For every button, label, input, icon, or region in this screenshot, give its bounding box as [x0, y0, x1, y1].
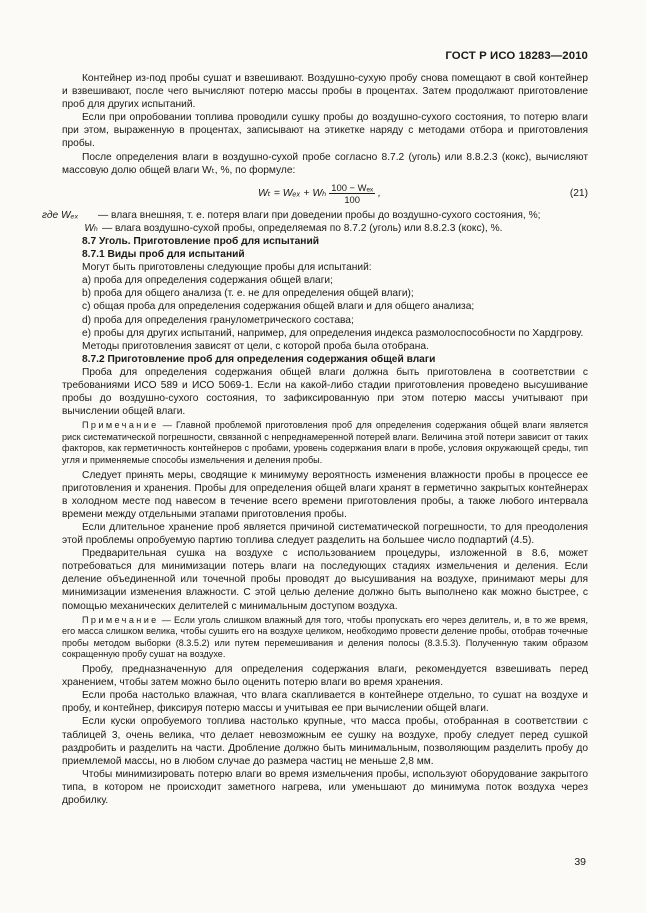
- list-item: b) проба для общего анализа (т. е. не для определения общей влаги);: [82, 288, 414, 300]
- note-text: — Если уголь слишком влажный для того, чтобы пропускать его через делитель, и, в то же время, его масса слишком велика, чтобы сушить его на воздухе целиком, необходимо провести деление пробы, отобрав точечные пробы методом выборки (8.3.5.2) или путем перемешивания и деления полосы (8.3.5.3). Полученную таким образом сокращенную пробу сушат на воздухе.: [62, 614, 588, 660]
- paragraph: Если куски опробуемого топлива настолько крупные, что масса пробы, отобранная в соответствии с таблицей 3, очень велика, что делает невозможным ее сушку на воздухе, пробу следует перед сушкой раздробить и разделить на части. Дробление должно быть минимальным, позволяющим разделить пробу до приемлемой массы, но в любом случае до размера частиц не меньше 2,8 мм.: [62, 716, 588, 767]
- paragraph: Следует принять меры, сводящие к минимуму вероятность изменения влажности пробы в процессе ее приготовления и хранения. Пробы для определения общей влаги хранят в герметично закрытых контейнерах в холодном месте под навесом в течение всего времени приготовления пробы, а также любого интервала времени между отдельными этапами приготовления пробы.: [62, 469, 588, 520]
- formula-expression: [258, 181, 381, 207]
- document-header: ГОСТ Р ИСО 18283—2010: [445, 50, 588, 62]
- formula-tail: ,: [378, 188, 381, 200]
- page-number: 39: [574, 856, 586, 868]
- legend-row: [62, 222, 588, 235]
- subsection-heading: 8.7.1 Виды проб для испытаний: [82, 249, 245, 261]
- formula-fraction: [329, 182, 375, 205]
- paragraph: Чтобы минимизировать потерю влаги во время измельчения пробы, используют оборудование закрытого типа, в котором не происходит заметного нагрева, или уменьшают до минимума поток воздуха через дробилку.: [62, 768, 588, 806]
- formula-21: [62, 181, 588, 207]
- list-item: e) пробы для других испытаний, например, для определения индекса размолоспособности по Хардгрову.: [82, 327, 584, 339]
- section-heading: 8.7 Уголь. Приготовление проб для испытаний: [82, 235, 319, 247]
- formula-lhs: Wₜ = Wₑₓ + Wₕ: [258, 188, 327, 200]
- legend-text: — влага воздушно-сухой пробы, определяемая по 8.7.2 (уголь) или 8.8.2.3 (кокс), %.: [102, 222, 503, 234]
- formula-legend: [42, 209, 588, 235]
- note: [62, 615, 588, 661]
- list-item: a) проба для определения содержания общей влаги;: [82, 275, 333, 287]
- note-text: — Главной проблемой приготовления проб для определения содержания общей влаги является риск систематической погрешности, связанной с непреднамеренной потерей влаги. Величина этой потери зависит от таких факторов, как герметичность контейнеров с пробами, уровень содержания влаги в пробе, условия окружающей среды, тип угля и применяемые способы измельчения и деления пробы.: [62, 420, 588, 466]
- subsection-heading: 8.7.2 Приготовление проб для определения содержания общей влаги: [82, 353, 436, 365]
- equation-number: (21): [569, 187, 588, 199]
- paragraph: Могут быть приготовлены следующие пробы для испытаний:: [82, 262, 372, 274]
- legend-symbol: Wₕ: [84, 222, 98, 234]
- list-item: c) общая проба для определения содержания общей влаги и для общего анализа;: [82, 301, 475, 313]
- paragraph: Проба для определения содержания общей влаги должна быть приготовлена в соответствии с требованиями ИСО 589 и ИСО 5069-1. Если на какой-либо стадии приготовления проведено высушивание пробы до воздушно-сухого состояния, то зафиксированную при этом потерю массы учитывают при вычислении общей влаги.: [62, 366, 588, 418]
- note-label: Примечание: [82, 420, 159, 431]
- paragraph: После определения влаги в воздушно-сухой пробе согласно 8.7.2 (уголь) или 8.8.2.3 (кокс), вычисляют массовую долю общей влаги Wₜ, %, по формуле:: [62, 151, 588, 176]
- paragraph: Пробу, предназначенную для определения содержания влаги, рекомендуется взвешивать перед хранением, чтобы затем можно было оценить потерю влаги во время хранения.: [62, 664, 588, 689]
- paragraph: Если проба настолько влажная, что влага скапливается в контейнере отдельно, то сушат на воздухе и пробу, и контейнер, фиксируя потерю массы и учитывая ее при вычислении общей влаги.: [62, 690, 588, 715]
- note: [62, 420, 588, 466]
- formula-numerator: 100 − Wₑₓ: [331, 182, 374, 194]
- formula-denominator: 100: [344, 194, 360, 206]
- legend-row: [42, 209, 588, 222]
- paragraph: Если при опробовании топлива проводили сушку пробы до воздушно-сухого состояния, то потерю влаги при этом, выраженную в процентах, записывают на этикетке наряду с методами отбора и приготовления пробы.: [62, 112, 588, 150]
- legend-text: — влага внешняя, т. е. потеря влаги при доведении пробы до воздушно-сухого состояния, %;: [98, 209, 541, 221]
- page-body: [42, 72, 588, 807]
- paragraph: Контейнер из-под пробы сушат и взвешивают. Воздушно-сухую пробу снова помещают в свой контейнер и взвешивают, после чего вычисляют потерю массы пробы в процентах. Затем продолжают приготовление проб для других испытаний.: [62, 73, 588, 111]
- note-label: Примечание: [82, 614, 159, 625]
- paragraph: Предварительная сушка на воздухе с использованием процедуры, изложенной в 8.6, может потребоваться для минимизации потерь влаги на последующих стадиях измельчения и деления. Если деление объединенной или точечной пробы проводят до высушивания на воздухе, принимают меры для минимизации изменения влажности. С этой целью деление должно быть выполнено как можно быстрее, с помощью механических делителей с минимальным доступом воздуха.: [62, 548, 588, 612]
- list-item: d) проба для определения гранулометрического состава;: [82, 314, 354, 326]
- legend-symbol: где Wₑₓ: [42, 209, 79, 221]
- paragraph: Если длительное хранение проб является причиной систематической погрешности, то для преодоления этой проблемы опробуемую партию топлива следует разделить на большее число подпартий (4.5).: [62, 522, 588, 547]
- paragraph: Методы приготовления зависят от цели, с которой проба была отобрана.: [82, 340, 429, 352]
